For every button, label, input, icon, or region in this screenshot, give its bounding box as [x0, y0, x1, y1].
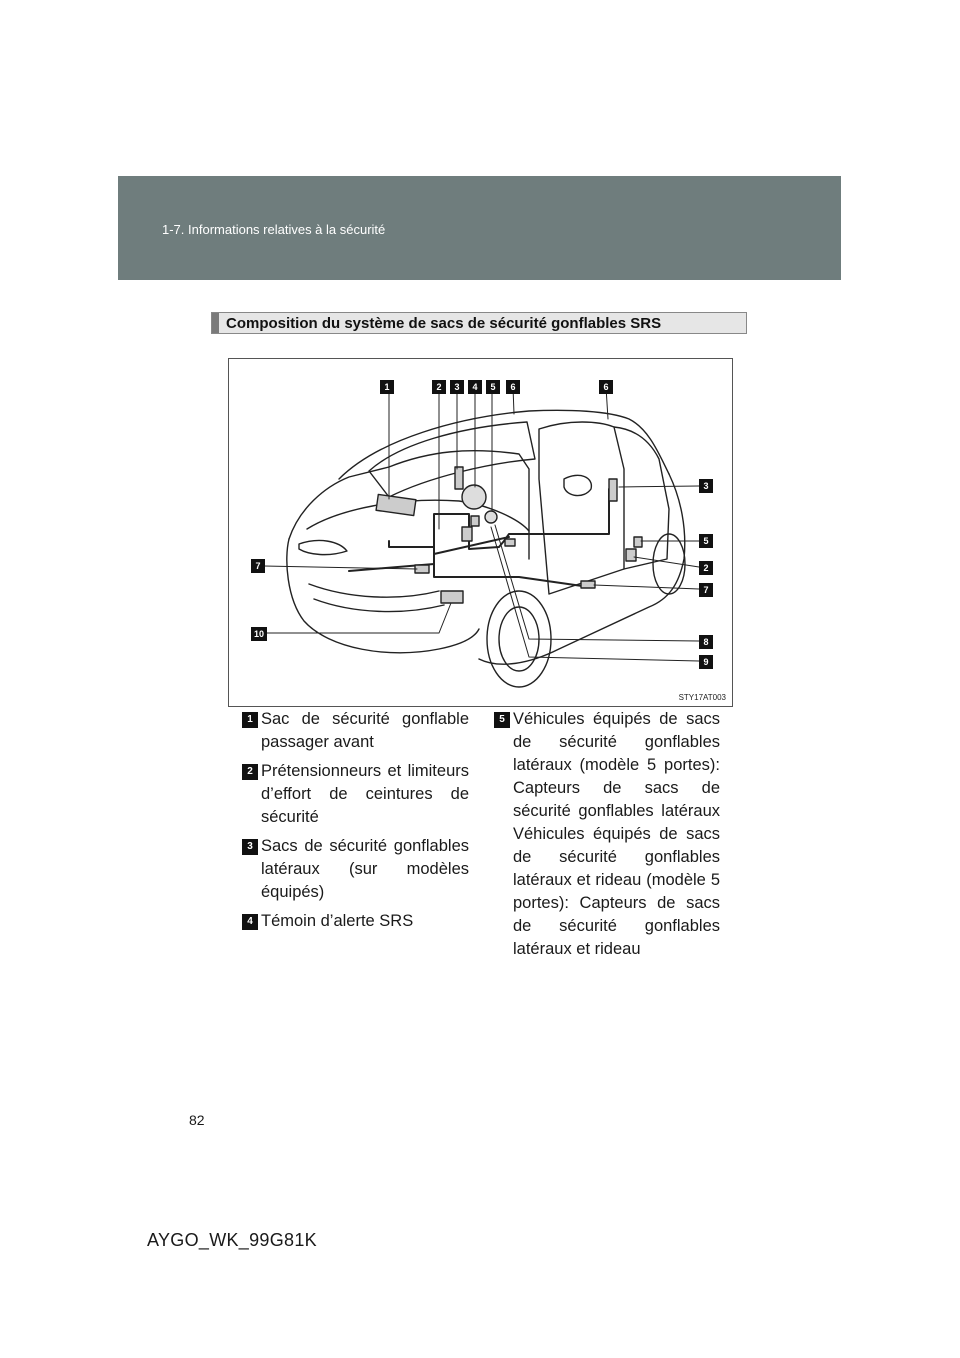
- headlight-left: [299, 540, 347, 554]
- callout-3-right: 3: [699, 479, 713, 493]
- item-text: Sac de sécurité gonflable passager avant: [261, 710, 469, 751]
- callout-5-right: 5: [699, 534, 713, 548]
- item-number-badge: 2: [242, 764, 258, 780]
- callout-9: 9: [699, 655, 713, 669]
- seatbelt-retractor: [485, 511, 497, 523]
- item-number-badge: 4: [242, 914, 258, 930]
- callout-6b: 6: [599, 380, 613, 394]
- section-heading: Composition du système de sacs de sécurité gonflables SRS: [226, 315, 662, 332]
- rear-door: [614, 427, 669, 569]
- callout-2: 2: [432, 380, 446, 394]
- side-sensor-front: [471, 516, 479, 526]
- chapter-header-band: [118, 176, 841, 280]
- side-airbag-front: [455, 467, 463, 489]
- callout-4: 4: [468, 380, 482, 394]
- pretensioner-rear: [626, 549, 636, 561]
- srs-diagram: [228, 358, 733, 707]
- srs-warning-light: [462, 485, 486, 509]
- list-item: [229, 708, 469, 754]
- side-airbag-rear: [609, 479, 617, 501]
- srs-ecu: [441, 591, 463, 603]
- list-item: [481, 708, 720, 961]
- front-door: [539, 422, 624, 594]
- callout-3: 3: [450, 380, 464, 394]
- car-illustration: [229, 359, 734, 708]
- callout-10: 10: [251, 627, 267, 641]
- windshield: [369, 422, 535, 497]
- list-item: [229, 910, 469, 933]
- callout-1: 1: [380, 380, 394, 394]
- item-number-badge: 5: [494, 712, 510, 728]
- leader-lines: [264, 387, 699, 661]
- item-number-badge: 3: [242, 839, 258, 855]
- passenger-airbag-module: [376, 494, 416, 515]
- callout-2-right: 2: [699, 561, 713, 575]
- item-text: Témoin d’alerte SRS: [261, 912, 414, 930]
- document-code: AYGO_WK_99G81K: [147, 1230, 317, 1250]
- section-heading-box: [211, 312, 747, 334]
- component-list-left: [229, 708, 469, 939]
- callout-5: 5: [486, 380, 500, 394]
- callout-6: 6: [506, 380, 520, 394]
- callout-8: 8: [699, 635, 713, 649]
- heading-accent-bar: [212, 313, 219, 333]
- side-sensor-rear: [634, 537, 642, 547]
- item-number-badge: 1: [242, 712, 258, 728]
- grille: [309, 584, 444, 612]
- item-text: Sacs de sécurité gonflables latéraux (sur modèles équipés): [261, 837, 469, 901]
- figure-code: STY17AT003: [678, 693, 726, 702]
- callout-7-left: 7: [251, 559, 265, 573]
- floor-sensor-right: [581, 581, 595, 588]
- list-item: [229, 835, 469, 904]
- callout-7-right: 7: [699, 583, 713, 597]
- list-item: [229, 760, 469, 829]
- component-list-right: [481, 708, 720, 967]
- section-title: 1-7. Informations relatives à la sécurité: [162, 222, 386, 237]
- door-sensor: [505, 539, 515, 546]
- pretensioner-front: [462, 527, 472, 541]
- item-text: Prétensionneurs et limiteurs d’effort de ceintures de sécurité: [261, 762, 469, 826]
- side-mirror: [564, 475, 591, 495]
- item-text: Véhicules équipés de sacs de sécurité gonflables latéraux (modèle 5 portes): Capteurs de sacs de sécurité gonflables latéraux Véhicules équipés de sacs de sécurité gonflables latéraux et rideau (modèle 5 portes): Capteurs de sacs de sécurité gonflables latéraux et rideau: [513, 710, 720, 958]
- page-number: 82: [189, 1112, 205, 1128]
